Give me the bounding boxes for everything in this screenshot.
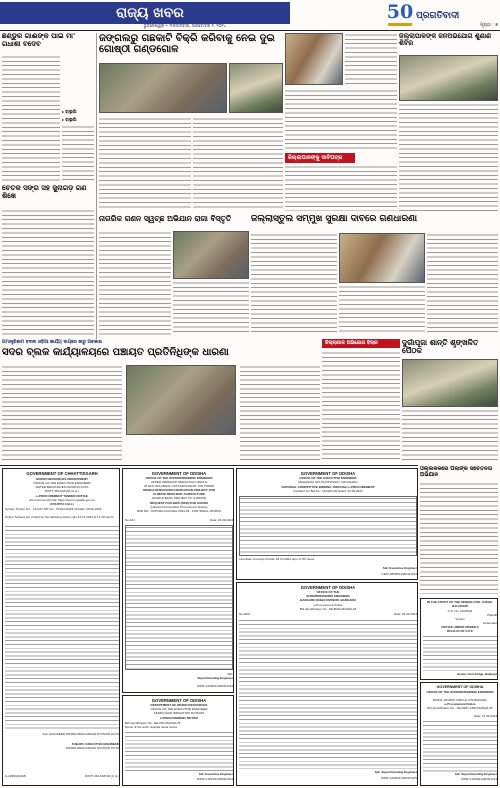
ad-line: WATER RESOURCES DIVISION KOTA [35, 486, 89, 489]
ad-line: Sd/- [227, 673, 233, 676]
ad-table [125, 525, 233, 670]
ad-code: G-22900/24/AB [5, 775, 26, 778]
tender-ad-odisha-water [122, 695, 234, 786]
body-text [420, 482, 498, 594]
ad-line: Last date of receipt of bids: 18.10.2024 upto 17:00 hours [239, 558, 315, 561]
body-text-2 [285, 89, 397, 151]
column-divider [96, 33, 97, 339]
ad-code: DIPR-C1203/11/0009/1224 [197, 778, 233, 781]
headline: ଜିଲ୍ଲାପାଳଙ୍କ ଜନଅଭିଯୋଗ ଶୁଣାଣି ଶିବିର [399, 33, 492, 48]
masthead [0, 0, 500, 30]
section-tag: ଜିଲ୍ଲାପାଳ ଅଭିଯୋଗ ବିଚାର [322, 339, 400, 348]
ad-title: GOVERNMENT OF ODISHA [151, 471, 207, 476]
ad-line: (WORLD BANK PROJECT ID: P163533) [151, 497, 207, 500]
sidebar-tag-1: ▸ ବାଲୁଗାଁ [62, 109, 77, 114]
center-right-story [285, 33, 397, 213]
ad-line: e-Procurement Notice [444, 703, 476, 706]
ad-line: Invitation for Bid No.: 11/2024-25 Dated: 30.09.2024 [293, 490, 363, 493]
ad-line: Date: 24.09.2024 [209, 519, 233, 522]
tender-ad-odisha-bargarh [236, 582, 418, 786]
strapline: ଅମାନ୍ତ୍ରିକାମ ବଦୀଳ ଓଡ଼ିଆ କାର୍ଯ୍ୟ ଦାୟରେ ଜାରୁ ଅବକାଶ [2, 340, 102, 345]
tender-ad-chhattisgarh [2, 468, 120, 786]
ad-line: (FOURTH CALL) [50, 503, 74, 506]
ad-line: Plaintiff [487, 614, 497, 617]
ad-title: GOVERNMENT OF CHHATTISGARH [26, 471, 98, 476]
ad-line: ODISHA INTEGRATED IRRIGATION PROJECT FOR [142, 489, 216, 492]
ad-line: «Procurement Portal: https://eproc.cgstate.gov.in» [28, 499, 96, 502]
body-text-3 [285, 165, 397, 211]
ad-title: GOVERNMENT OF ODISHA [300, 585, 356, 590]
paper-name: ପ୍ରଗତିବାଦୀ [416, 11, 460, 21]
body-text [251, 233, 337, 335]
school-story [251, 215, 498, 337]
body-text [99, 117, 191, 209]
dharna-photo [126, 365, 236, 435]
sidebar-tag-2: ▸ ବାଲୁଗାଁ [62, 117, 77, 122]
right-top-story [399, 33, 498, 213]
block-story [2, 339, 320, 464]
headline: ସଦର ବ୍ଲକ କାର୍ଯ୍ୟାଳୟରେ ପଞ୍ଚାୟତ ପ୍ରତିନିଧିଙ୍କ ଧାରଣା [2, 347, 229, 358]
ad-line: No.4807 [239, 613, 251, 616]
ad-line: Bid Identification No.: SE-RWC-KDM-06/2024-25 [427, 707, 493, 710]
ad-title: IN THE COURT OF THE SENIOR CIVIL JUDGE, BALANGIR [427, 601, 493, 608]
ad-line: OFFICE OF THE EXECUTIVE ENGINEER [299, 477, 357, 480]
protest-photo [339, 233, 425, 283]
ad-line: KENDUJHAR IRRIGATION DIVISION [153, 712, 205, 715]
tender-ad-odisha-mahanadi [236, 468, 418, 580]
ad-line: CLIMATE RESILIENT AGRICULTURE [153, 493, 205, 496]
camp-photo [399, 55, 498, 101]
body-text-2 [402, 409, 498, 462]
headline: ଚେତକ ସଙ୍ଗ ସହ ଜୁନାଗଡ଼ ଗଣ ଶିଖେ [2, 185, 87, 200]
headline: ଦୁର୍ଗାପୂଜା ଶାନ୍ତି ଶୃଙ୍ଖଳିତ ପୈଠକ [402, 339, 479, 356]
ad-title: GOVERNMENT OF ODISHA [300, 471, 356, 476]
ad-line: OFFICE OF THE SUPERINTENDING ENGINEER [145, 477, 213, 480]
logo-ribbon [388, 23, 412, 26]
ad-body [423, 635, 497, 671]
meeting-photo [402, 359, 498, 407]
ad-line: Bid Identification No.: SE-BAR-04/2024-25 [299, 608, 357, 611]
ad-line: Sd/- Executive Engineer [382, 567, 417, 570]
far-right-story [420, 466, 498, 596]
left-top-story [2, 33, 94, 183]
page-label: ପୃଷ୍ଠା : ୭ [480, 23, 498, 28]
drive-photo [173, 231, 249, 279]
tender-ad-odisha-irrigation [122, 468, 234, 693]
ad-line: Online Tenders are invited for the following works upto 14.10.2024 at 17:30 Hours [5, 516, 114, 519]
ad-code: OIPR-C2020/11/0003/1225 [380, 777, 417, 780]
ad-line: OFFICE OF THE EXECUTIVE ENGINEER [150, 708, 208, 711]
ad-line: No.324 [125, 519, 135, 522]
anniversary-logo [386, 1, 414, 28]
body-text-2 [240, 365, 320, 462]
ad-line: Bid Identification No.: EE-KID-05/2024-25 [125, 722, 181, 725]
ad-line: Versus [455, 618, 465, 621]
section-title: ରାଜ୍ୟ ଖବର [116, 5, 184, 21]
ad-line: DEPARTMENT OF WATER RESOURCES [150, 704, 208, 707]
ad-line: WATER RESOURCES DIVISION KOTA [65, 747, 119, 750]
ad-title: GOVERNMENT OF ODISHA [151, 698, 207, 703]
ad-line: System Tender No. : 147227 NIT No.: 704/AC/2024-25 Date: 28.09.2024 [5, 508, 102, 511]
court-notice-ad [420, 598, 498, 680]
body-text-3 [427, 233, 498, 335]
tender-ad-odisha-rural [420, 682, 498, 786]
ad-body [125, 731, 233, 771]
body-text [2, 55, 60, 181]
body-text-2 [193, 117, 283, 209]
ad-line: Sd/- Superintending Engineer [374, 771, 417, 774]
headline: ଜଙ୍ଗଲରୁ ଗଛକାଟି ବିକ୍ରି କରିବାକୁ ନେଇ ଦୁଇ ଗୋଷ୍ଠୀ ଗଣ୍ଡଗୋଳ [99, 33, 275, 55]
ad-line: RULE-20 OF C.P.C [447, 630, 473, 633]
ad-line: e-PROCUREMENT TENDER NOTICE [36, 495, 88, 498]
ad-line: (National Competitive Procurement Notice) [150, 506, 208, 509]
dateline: ଭୁବନେଶ୍ୱର • ମଙ୍ଗଳବାର, ଅକ୍ଟୋବର ୧, ୨୦୨୪ [143, 23, 227, 28]
ad-line: Name of the work: Special repair works [125, 726, 178, 729]
headline: ଜିଲ୍ଲାସ୍ତୁଲ ସମ୍ମୁଖ ସୁରକ୍ଷା ଦାବିରେ ଗଣଧାରଣା [251, 215, 418, 224]
meeting-photo [285, 33, 343, 85]
ad-body [423, 720, 497, 772]
ad-code: OIPR-18005/11/0010/1224 [381, 573, 417, 576]
masthead-rule [0, 30, 500, 31]
ad-line: Superintending Engineer [197, 677, 233, 680]
ad-line: RFB NO.: OIIPCRA-UIIC/KEO-2024-25 - FOR SMALL WORKS [136, 510, 222, 513]
ad-line: RURAL WORKS CIRCLE, KANDHAMAL [432, 699, 488, 702]
ad-line: NOTICE UNDER ORDER-5 [441, 626, 479, 629]
ad-table [239, 496, 417, 556]
ad-line: REQUEST FOR BIDS (RFB) FOR GOODS [150, 502, 208, 505]
durga-story [322, 339, 498, 464]
ad-line: Sub. ENGINEER WATER RESOURCES DIVISION KOTA [42, 733, 119, 736]
body-text [2, 365, 122, 462]
ad-line: C.S. No. 120/2024 [447, 610, 473, 613]
body-text-2 [173, 281, 249, 335]
side-body-text [62, 125, 94, 181]
ad-line: e-PROCUREMENT NOTICE [159, 717, 199, 720]
ad-code: OIPR-C2020/11/0006/1224 [196, 685, 233, 688]
ad-body [5, 525, 119, 731]
crowd-photo [99, 63, 227, 113]
ad-line: BARGARH (R&B) DIVISION, BARGARH [300, 599, 356, 602]
ad-body [239, 619, 417, 769]
ad-line: Sd/- Executive Engineer [198, 773, 233, 776]
left-mid-story [2, 185, 94, 335]
headline: ଓଲ୍ଲଳକରେ ପିଲାଙ୍କ ସଚେତନତା ଅଭିଯାନ [420, 466, 493, 479]
body-text [322, 351, 400, 462]
ad-line: DISTT.-BILASPUR (C.G.) [44, 490, 79, 493]
swachhata-story [99, 215, 249, 337]
ad-code: OIPR-C1003/11/0005/1224 [460, 778, 497, 781]
body-text [345, 33, 397, 85]
ad-line: WATER RESOURCES DEPARTMENT [36, 478, 88, 481]
ad-line: UPPER INDRAVATI IRRIGATION CIRCLE [150, 481, 208, 484]
ad-line: ATHFO-SALAPADA, DIST-KEONJHAR, PIN 758038 [144, 485, 214, 488]
ad-line: e-Procurement Notice [313, 604, 343, 607]
ad-line: Date: 26.09.2024 [393, 613, 417, 616]
body-text [2, 209, 94, 335]
ads-rule [0, 465, 418, 466]
ad-line: MAHANADI SOUTH DIVISION, NAYAGARH [298, 481, 358, 484]
ad-title: GOVERNMENT OF ODISHA [436, 685, 484, 689]
ad-line: Sd/- Superintending Engineer [454, 773, 497, 776]
ad-line: OFFICE OF THE SUPERINTENDING ENGINEER [426, 691, 494, 694]
ad-line: Defendant [483, 622, 497, 625]
ad-line: SUPERINTENDING ENGINEER [306, 595, 350, 598]
ad-line: NATIONAL COMPETITIVE BIDDING THROUGH e-PROCUREMENT [281, 486, 375, 489]
headline: ଛିଣ୍ଡୁର ଗାଈଙ୍କ ପାଇଁ ମା' ଗଧାଶା ବଦେବ [2, 33, 76, 48]
group-photo [229, 63, 283, 113]
headline: ନାଗରିକ ଗଣନ ସ୍ୱଚ୍ଛ ଅଭିଯାନ ରାଗା ବିସ୍ତୃତି [99, 215, 232, 223]
main-story [99, 33, 283, 213]
ad-line: Senior Civil Judge, Balangir [457, 673, 497, 676]
logo-number: 50 [386, 1, 414, 23]
ad-line: SUB-DIV. EXECUTIVE ENGINEER [71, 743, 119, 746]
ad-line: OFFICE OF THE EXECUTIVE ENGINEER [33, 482, 91, 485]
body-text [99, 231, 171, 335]
ad-line: DISTT.-BILASPUR (C.G.) [84, 775, 119, 778]
body-text-2 [339, 285, 425, 335]
ad-line: OFFICE OF THE [316, 591, 340, 594]
section-tag: ଜିଲ୍ଲାପାଳଙ୍କୁ ଦାବିପତ୍ର [285, 153, 355, 163]
body-text [399, 103, 498, 211]
ad-line: Date: 27.09.2024 [473, 715, 497, 718]
